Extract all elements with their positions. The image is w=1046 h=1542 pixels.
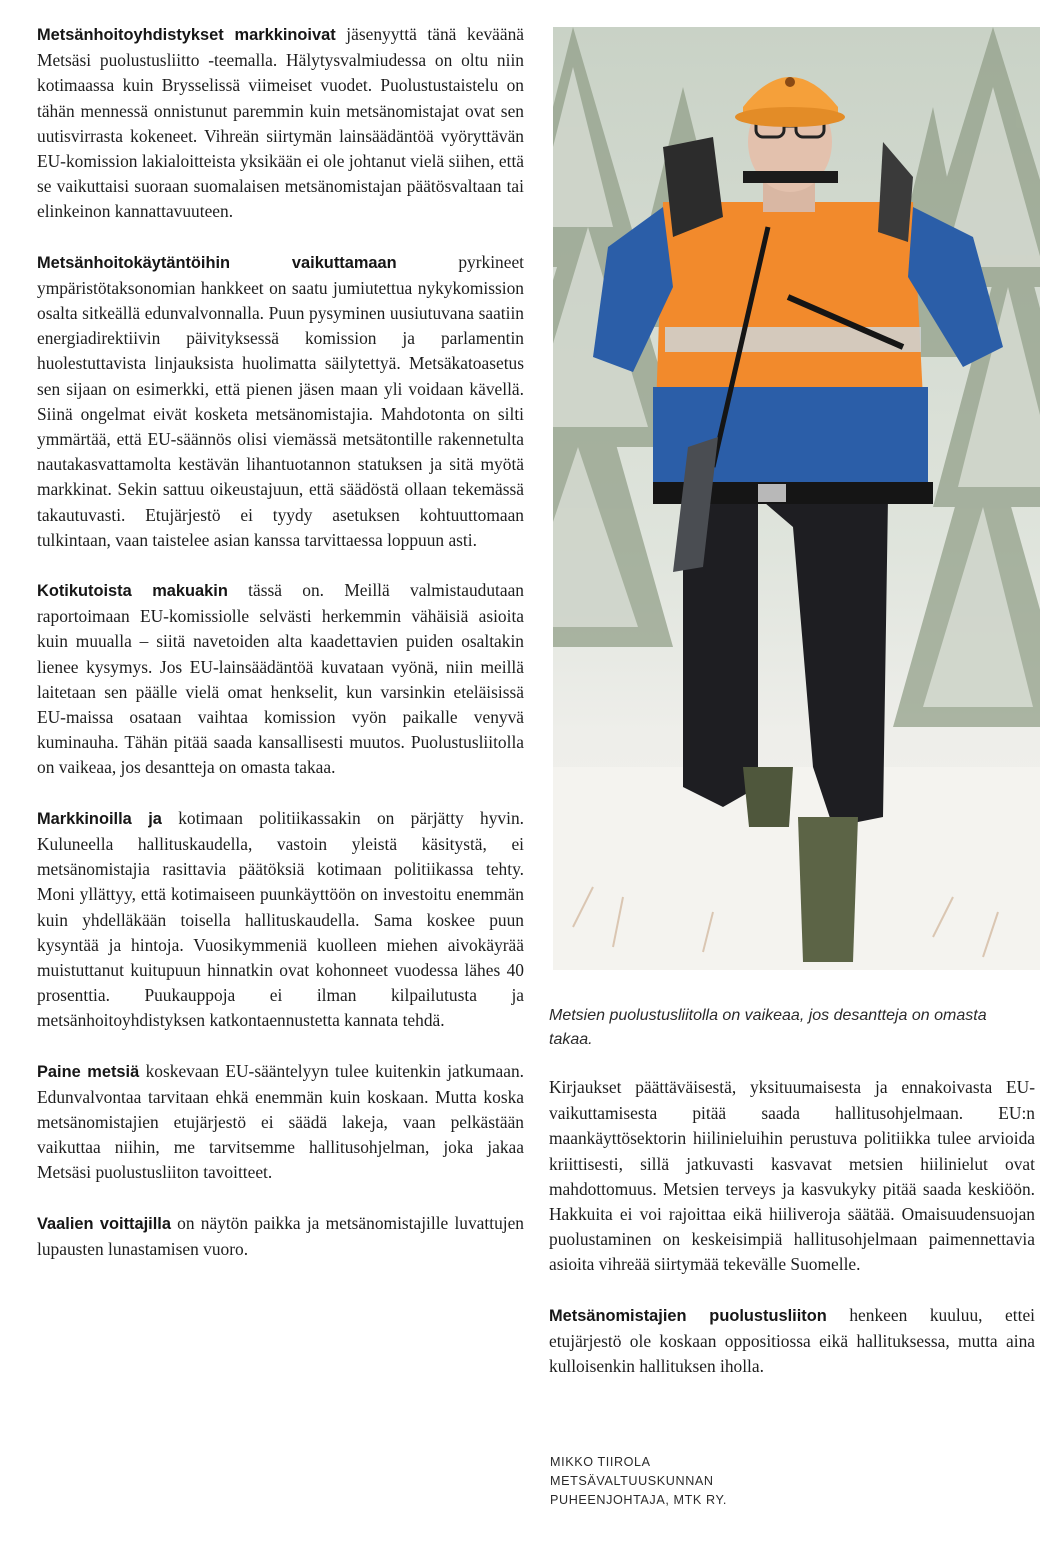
paragraph-lead: Kotikutoista makuakin <box>37 582 228 601</box>
article-paragraph <box>549 1075 1035 1278</box>
article-paragraph <box>549 1303 1035 1380</box>
forester-illustration <box>553 27 1040 970</box>
paragraph-lead: Vaalien voittajilla <box>37 1214 171 1233</box>
article-paragraph <box>37 806 524 1034</box>
paragraph-text: kotimaan politiikassakin on pärjätty hyvin. Kuluneella hallituskaudella, vastoin yleistä käsitystä, ei metsänomistajia rasittavia päätöksiä kotimaan politiikassa tehty. Moni yllättyy, että kotimaiseen puunkäyttöön on investoitu enemmän kuin yhdelläkään toisella hallituskaudella. Sama koskee puun kysyntää ja hintoja. Vuosikymmeniä kuolleen miehen aivokäyrää muistuttanut kuitupuun hinnatkin ovat kohonneet vuodessa lähes 40 prosenttia. Puukauppoja ei ilman kilpailutusta ja metsänhoitoyhdistyksen katkontaennustetta kannata tehdä. <box>37 807 524 1031</box>
paragraph-lead: Paine metsiä <box>37 1062 140 1081</box>
article-paragraph <box>37 22 524 225</box>
author-signature <box>550 1453 727 1510</box>
article-paragraph <box>37 1059 524 1186</box>
paragraph-text: Kirjaukset päättäväisestä, yksituumaisesta ja ennakoivasta EU-vaikuttamisesta pitää saada hallitusohjelmaan. EU:n maankäyttösektorin hiilinieluihin perustuva politiikka tulee arvioida kriittisesti, sillä jatkuvasti kasvavat metsien hiilinielut ovat mahdottomuus. Metsien terveys ja kasvukyky pitää saada keskiöön. Hakkuita ei voi rajoittaa eikä hiiliveroja säätää. Omaisuudensuojan puolustaminen on keskeisimpiä hallitusohjelmaan paimennettavia asioita vihreää siirtymää tekevälle Suomelle. <box>549 1077 1035 1275</box>
paragraph-lead: Markkinoilla ja <box>37 809 162 828</box>
article-left-column <box>37 22 524 1287</box>
paragraph-text: jäsenyyttä tänä keväänä Metsäsi puolustusliitto -teemalla. Hälytysvalmiudessa on oltu niin kotimaassa kuin Brysselissä viimeiset vuodet. Puolustustaistelu on tähän mennessä onnistunut paremmin kuin metsänomistajat ovat sen uutisvirrasta kokeneet. Vihreän siirtymän lainsäädäntöä vyöryttävän EU-komission lakialoitteista yksikään ei ole johtanut vielä siihen, että se vaikuttaisi suoraan suomalaisen metsänomistajan päätösvaltaan tai elinkeinon kannattavuuteen. <box>37 24 524 222</box>
photo-caption: Metsien puolustusliitolla on vaikeaa, jos desantteja on omasta takaa. <box>549 1007 987 1048</box>
paragraph-text: tässä on. Meillä valmistaudutaan raportoimaan EU-komissiolle selvästi herkemmin vähäisiä asioita kuin muualla – siitä navetoiden alta kaadettavien puiden osaltakin lienee kysymys. Jos EU-lainsäädäntöä kuvataan vyönä, niin meillä laitetaan sen päälle vielä omat henkselit, kun varsinkin eteläisissä EU-maissa osataan vaihtaa komission vyön paikalle venyvä kuminauha. Tähän pitää saada kansallisesti muutos. Puolustusliitolla on vaikeaa, jos desantteja on omasta takaa. <box>37 580 524 778</box>
article-paragraph <box>37 250 524 553</box>
author-organization: PUHEENJOHTAJA, MTK RY. <box>550 1493 727 1507</box>
snow-ground <box>553 767 1040 970</box>
paragraph-text: pyrkineet ympäristötaksonomian hankkeet on saatu jumiutettua nykykomission osalta sitkeällä edunvalvonnalla. Puun pysyminen uusiutuvana saatiin energiadirektiivin päivityksessä komission ja parlamentin huolestuttavista linjauksista huolimatta säilytettyä. Metsäkatoasetus sen sijaan on esimerkki, että pienen jäsen maan yli voidaan kävellä. Siinä ongelmat eivät kosketa metsänomistajia. Mahdotonta on silti ymmärtää, että EU-säännös olisi viemässä metsätontille rakennetulta nautakasvattamolta kestävän lihantuotannon statuksen ja sitä myötä markkinat. Sekin sattuu oikeustajuun, että säädöstä ollaan tekemässä takautuvasti. Etujärjestö ei tyydy asetuksen kohtuuttomaan tulkintaan, vaan taistelee asian kanssa tarvittaessa loppuun asti. <box>37 251 524 550</box>
author-title: METSÄVALTUUSKUNNAN <box>550 1474 714 1488</box>
article-paragraph <box>37 578 524 781</box>
paragraph-lead: Metsänhoitokäytäntöihin vaikuttamaan <box>37 253 397 272</box>
paragraph-lead: Metsänomistajien puolustusliiton <box>549 1306 827 1325</box>
paragraph-text: koskevaan EU-sääntelyyn tulee kuitenkin jatkumaan. Edunvalvontaa tarvitaan ehkä enemmän kuin koskaan. Mutta koska metsänomistajien etujärjestö ei säädä lakeja, vaan pelkästään vaikuttaa niihin, me tarvitsemme hallitusohjelman, joka jakaa Metsäsi puolustusliiton tavoitteet. <box>37 1060 525 1183</box>
paragraph-text: henkeen kuuluu, ettei etujärjestö ole koskaan oppositiossa eikä hallituksessa, mutta aina kulloisenkin hallituksen iholla. <box>549 1304 1035 1377</box>
article-right-column <box>549 1075 1035 1404</box>
paragraph-lead: Metsänhoitoyhdistykset markkinoivat <box>37 26 336 44</box>
forester-photo <box>553 27 1040 970</box>
author-name: MIKKO TIIROLA <box>550 1455 651 1469</box>
paragraph-text: on näytön paikka ja metsänomistajille luvattujen lupausten lunastamisen vuoro. <box>37 1212 525 1259</box>
article-paragraph <box>37 1211 524 1262</box>
